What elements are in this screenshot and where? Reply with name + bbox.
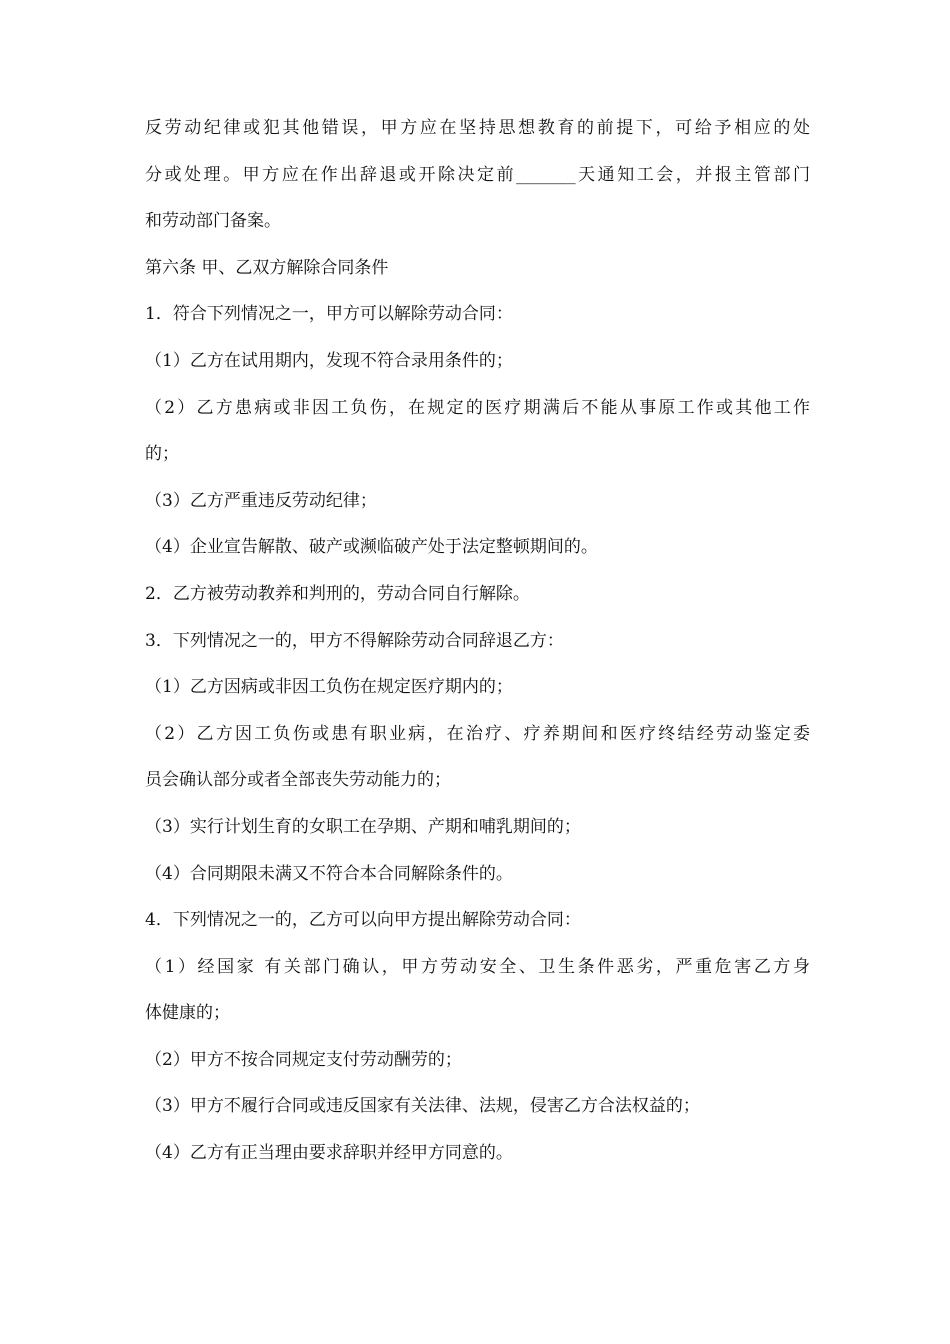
document-line: （2）乙方患病或非因工负伤，在规定的医疗期满后不能从事原工作或其他工作	[145, 397, 810, 418]
document-line: 的；	[145, 444, 179, 465]
document-line: （4）企业宣告解散、破产或濒临破产处于法定整顿期间的。	[145, 537, 598, 558]
document-line: （1）乙方因病或非因工负伤在规定医疗期内的；	[145, 677, 513, 698]
document-line: （3）甲方不履行合同或违反国家有关法律、法规，侵害乙方合法权益的；	[145, 1096, 700, 1117]
document-line: 反劳动纪律或犯其他错误，甲方应在坚持思想教育的前提下，可给予相应的处	[145, 118, 810, 138]
document-line: （4）合同期限未满又不符合本合同解除条件的。	[145, 863, 513, 884]
document-line: 4．下列情况之一的，乙方可以向甲方提出解除劳动合同：	[145, 910, 581, 931]
document-line: 分或处理。甲方应在作出辞退或开除决定前_______天通知工会，并报主管部门	[145, 164, 810, 185]
document-line: （4）乙方有正当理由要求辞职并经甲方同意的。	[145, 1143, 513, 1164]
document-line: 体健康的；	[145, 1003, 230, 1024]
document-line: 和劳动部门备案。	[145, 211, 281, 232]
document-line: （3）乙方严重违反劳动纪律；	[145, 490, 377, 511]
document-line: （3）实行计划生育的女职工在孕期、产期和哺乳期间的；	[145, 816, 581, 837]
document-line: （1）乙方在试用期内，发现不符合录用条件的；	[145, 350, 513, 371]
document-line: 第六条 甲、乙双方解除合同条件	[145, 257, 389, 278]
document-line: 3．下列情况之一的，甲方不得解除劳动合同辞退乙方：	[145, 630, 564, 651]
document-line: 2．乙方被劳动教养和判刑的，劳动合同自行解除。	[145, 583, 530, 604]
document-line: （1）经国家 有关部门确认，甲方劳动安全、卫生条件恶劣，严重危害乙方身	[145, 956, 810, 977]
document-line: （2）甲方不按合同规定支付劳动酬劳的；	[145, 1049, 462, 1070]
document-line: （2）乙方因工负伤或患有职业病，在治疗、疗养期间和医疗终结经劳动鉴定委	[145, 723, 810, 744]
document-line: 1．符合下列情况之一，甲方可以解除劳动合同：	[145, 304, 513, 325]
document-body	[145, 105, 810, 1177]
document-line: 员会确认部分或者全部丧失劳动能力的；	[145, 770, 451, 791]
